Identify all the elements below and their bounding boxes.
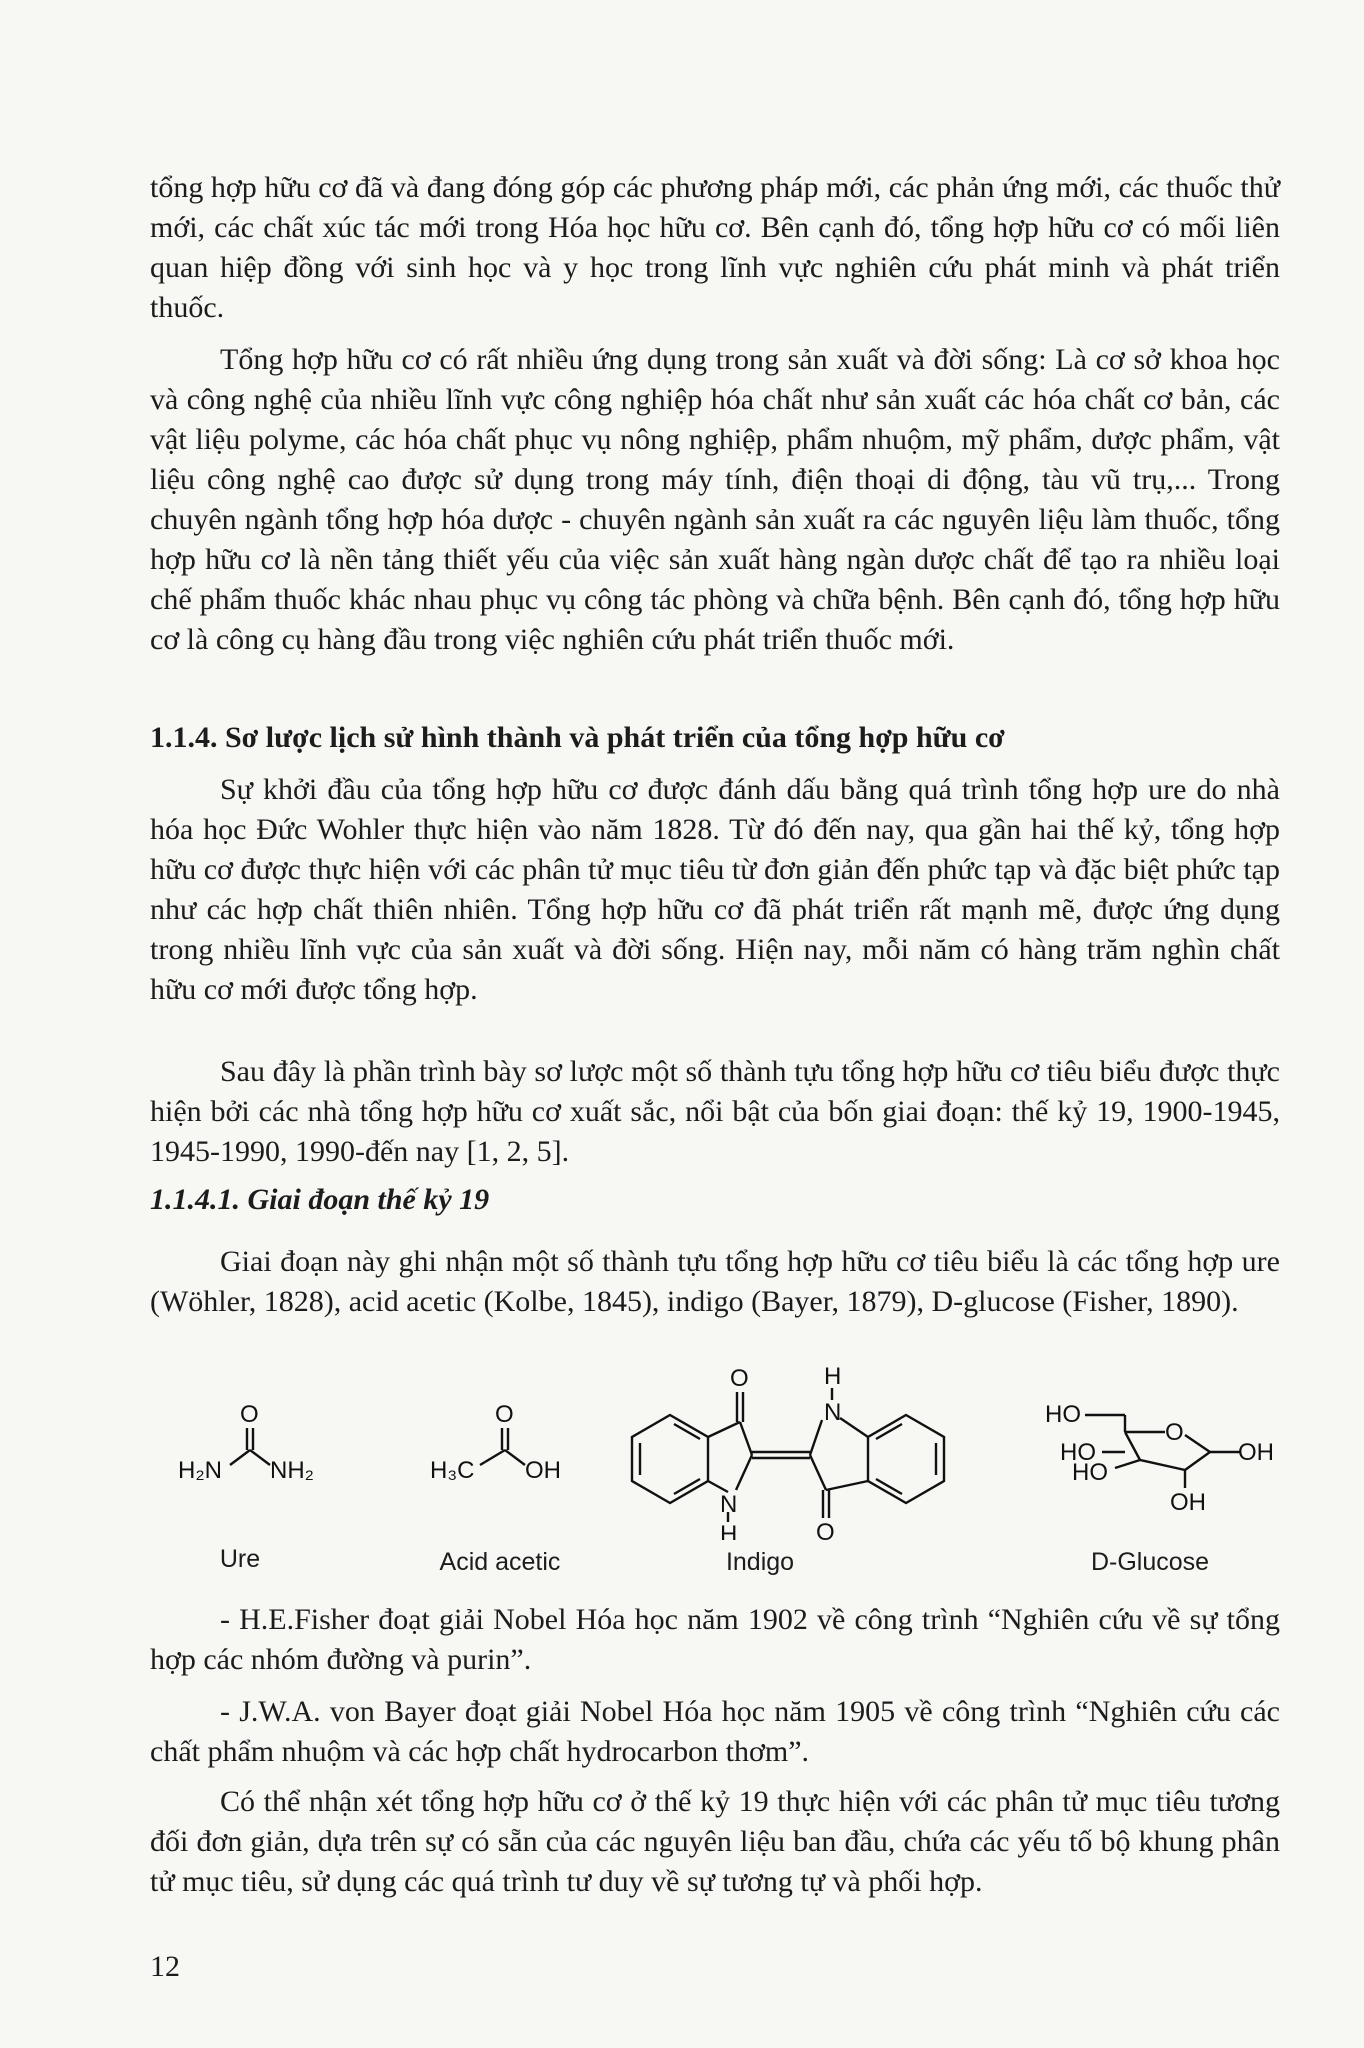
chemical-structures-figure [140, 1360, 1290, 1590]
indigo-h-bottom-label: H [720, 1521, 738, 1540]
urea-h2n-label: H₂N [178, 1457, 222, 1484]
acetic-h3c-label: H₃C [430, 1457, 475, 1484]
acetic-oxygen-label: O [495, 1401, 514, 1428]
paragraph-6: - H.E.Fisher đoạt giải Nobel Hóa học năm 1902 về công trình “Nghiên cứu về sự tổng hợp các nhóm đường và purin”. [150, 1603, 1280, 1676]
indigo-oxygen-top-label: O [730, 1365, 749, 1392]
indigo-n-top-label: N [824, 1399, 842, 1426]
section-heading-1-1-4: 1.1.4. Sơ lược lịch sử hình thành và phát triển của tổng hợp hữu cơ [150, 721, 1005, 754]
acetic-oh-label: OH [525, 1457, 561, 1484]
structures-svg [140, 1360, 1290, 1540]
paragraph-3: Sự khởi đầu của tổng hợp hữu cơ được đánh dấu bằng quá trình tổng hợp ure do nhà hóa học Đức Wohler thực hiện vào năm 1828. Từ đó đến nay, qua gần hai thế kỷ, tổng hợp hữu cơ được thực hiện với các phân tử mục tiêu từ đơn giản đến phức tạp và đặc biệt phức tạp như các hợp chất thiên nhiên. Tổng hợp hữu cơ đã phát triển rất mạnh mẽ, được ứng dụng trong nhiều lĩnh vực của sản xuất và đời sống. Hiện nay, mỗi năm có hàng trăm nghìn chất hữu cơ mới được tổng hợp. [150, 773, 1280, 1006]
paragraph-4: Sau đây là phần trình bày sơ lược một số thành tựu tổng hợp hữu cơ tiêu biểu được thực hiện bởi các nhà tổng hợp hữu cơ xuất sắc, nổi bật của bốn giai đoạn: thế kỷ 19, 1900-1945, 1945-1990, 1990-đến nay [1, 2, 5]. [150, 1055, 1280, 1168]
caption-acid-acetic: Acid acetic [439, 1548, 561, 1576]
paragraph-7: - J.W.A. von Bayer đoạt giải Nobel Hóa học năm 1905 về công trình “Nghiên cứu các chất phẩm nhuộm và các hợp chất hydrocarbon thơm”. [150, 1695, 1280, 1768]
paragraph-5: Giai đoạn này ghi nhận một số thành tựu tổng hợp hữu cơ tiêu biểu là các tổng hợp ure (Wöhler, 1828), acid acetic (Kolbe, 1845), indigo (Bayer, 1879), D-glucose (Fisher, 1890). [150, 1245, 1280, 1318]
paragraph-2: Tổng hợp hữu cơ có rất nhiều ứng dụng trong sản xuất và đời sống: Là cơ sở khoa học và công nghệ của nhiều lĩnh vực công nghiệp hóa chất như sản xuất các hóa chất cơ bản, các vật liệu polyme, các hóa chất phục vụ nông nghiệp, phẩm nhuộm, mỹ phẩm, dược phẩm, vật liệu công nghệ cao được sử dụng trong máy tính, điện thoại di động, tàu vũ trụ,... Trong chuyên ngành tổng hợp hóa dược - chuyên ngành sản xuất ra các nguyên liệu làm thuốc, tổng hợp hữu cơ là nền tảng thiết yếu của việc sản xuất hàng ngàn dược chất để tạo ra nhiều loại chế phẩm thuốc khác nhau phục vụ công tác phòng và chữa bệnh. Bên cạnh đó, tổng hợp hữu cơ là công cụ hàng đầu trong việc nghiên cứu phát triển thuốc mới. [150, 343, 1280, 656]
glucose-ho-mid-label: HO [1072, 1459, 1108, 1486]
urea-oxygen-label: O [240, 1401, 259, 1428]
caption-ure: Ure [219, 1545, 261, 1573]
glucose-oh-right-label: OH [1238, 1439, 1274, 1466]
glucose-ho-top-label: HO [1045, 1401, 1081, 1428]
section-heading-1-1-4-1: 1.1.4.1. Giai đoạn thế kỷ 19 [150, 1183, 490, 1216]
paragraph-8: Có thể nhận xét tổng hợp hữu cơ ở thế kỷ 19 thực hiện với các phân tử mục tiêu tương đối đơn giản, dựa trên sự có sẵn của các nguyên liệu ban đầu, chứa các yếu tố bộ khung phân tử mục tiêu, sử dụng các quá trình tư duy về sự tương tự và phối hợp. [150, 1785, 1280, 1898]
indigo-h-top-label: H [824, 1363, 842, 1390]
urea-nh2-label: NH₂ [270, 1457, 314, 1484]
caption-d-glucose: D-Glucose [1090, 1548, 1210, 1576]
glucose-ho-left-label: HO [1060, 1439, 1096, 1466]
glucose-oh-bottom-label: OH [1170, 1489, 1206, 1516]
glucose-ring-oxygen-label: O [1165, 1419, 1184, 1446]
indigo-oxygen-bottom-label: O [816, 1519, 835, 1540]
page-number: 12 [150, 1950, 180, 1983]
caption-indigo: Indigo [725, 1548, 795, 1576]
indigo-n-bottom-label: N [720, 1491, 738, 1518]
paragraph-1: tổng hợp hữu cơ đã và đang đóng góp các phương pháp mới, các phản ứng mới, các thuốc thử mới, các chất xúc tác mới trong Hóa học hữu cơ. Bên cạnh đó, tổng hợp hữu cơ có mối liên quan hiệp đồng với sinh học và y học trong lĩnh vực nghiên cứu phát minh và phát triển thuốc. [150, 171, 1280, 324]
